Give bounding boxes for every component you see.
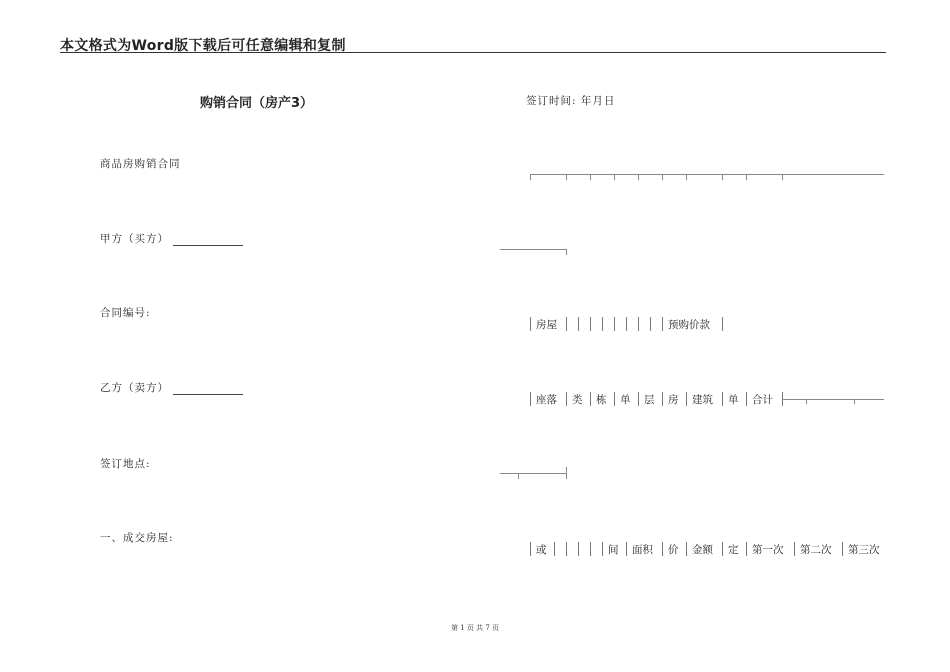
table-tick [854,399,855,404]
party-b-line [100,380,243,395]
cell-divider [746,392,747,406]
table-tick [566,174,567,180]
cell-third-payment: 第三次 [848,544,880,556]
table-tick [746,174,747,180]
cell-divider [794,542,795,556]
cell-divider [566,392,567,406]
cell-divider [746,542,747,556]
cell-divider [722,317,723,331]
cell-divider [530,392,531,406]
cell-amount: 金额 [692,544,713,556]
table-row-house [530,317,730,331]
table-tick [590,174,591,180]
cell-divider [650,317,651,331]
party-a-label: 甲方（买方） [100,233,169,245]
cell-divider [614,317,615,331]
cell-divider [554,542,555,556]
cell-house: 房屋 [536,319,557,331]
table-line-top [530,174,884,175]
document-header-title: 本文格式为Word版下载后可任意编辑和复制 [60,38,346,54]
party-a-blank[interactable] [173,235,243,246]
table-tick [662,174,663,180]
cell-divider [842,542,843,556]
party-b-label: 乙方（卖方） [100,382,169,394]
section-one-heading: 一、成交房屋: [100,532,174,544]
cell-unit-price: 单 [728,394,739,406]
page-number-footer: 第 1 页 共 7 页 [450,624,500,632]
cell-total: 合计 [752,394,773,406]
cell-divider [662,542,663,556]
cell-first-payment: 第一次 [752,544,784,556]
cell-divider [614,392,615,406]
cell-divider [602,542,603,556]
cell-area: 面积 [632,544,653,556]
table-tick [638,174,639,180]
table-line-fragment [500,473,566,474]
cell-divider [590,542,591,556]
cell-price: 价 [668,544,679,556]
cell-divider [638,317,639,331]
cell-divider [686,542,687,556]
cell-divider [566,317,567,331]
cell-divider [686,392,687,406]
table-tick [722,174,723,180]
table-row-area [530,542,884,556]
table-tick [782,174,783,180]
cell-type: 类 [572,394,583,406]
cell-divider [530,542,531,556]
cell-divider [662,317,663,331]
cell-divider [602,317,603,331]
party-a-line [100,231,243,246]
cell-divider [578,542,579,556]
table-tick [518,473,519,479]
table-tick [566,249,567,255]
cell-divider [722,392,723,406]
sign-place-label: 签订地点: [100,458,151,470]
cell-unit: 单 [620,394,631,406]
party-b-blank[interactable] [173,384,243,395]
cell-divider [662,392,663,406]
cell-divider [626,317,627,331]
sign-time-label: 签订时间: 年月日 [526,95,616,107]
table-line-right [782,399,884,400]
cell-location: 座落 [536,394,557,406]
cell-or: 或 [536,544,547,556]
table-tick [566,467,567,479]
cell-divider [590,317,591,331]
cell-divider [626,542,627,556]
table-tick [806,399,807,404]
table-tick [530,174,531,180]
contract-title: 购销合同（房产3） [200,96,314,111]
cell-divider [722,542,723,556]
cell-divider [638,392,639,406]
cell-floor: 层 [644,394,655,406]
cell-presale-price: 预购价款 [668,319,710,331]
contract-subtitle: 商品房购销合同 [100,158,181,170]
cell-room: 房 [668,394,679,406]
table-line-fragment [500,249,566,250]
cell-deposit: 定 [728,544,739,556]
cell-divider [590,392,591,406]
header-divider [60,52,886,53]
cell-divider [578,317,579,331]
table-tick [686,174,687,180]
contract-number-label: 合同编号: [100,307,151,319]
cell-divider [566,542,567,556]
cell-room-between: 间 [608,544,619,556]
cell-building: 栋 [596,394,607,406]
cell-second-payment: 第二次 [800,544,832,556]
cell-construction: 建筑 [692,394,713,406]
table-tick [614,174,615,180]
cell-divider [530,317,531,331]
